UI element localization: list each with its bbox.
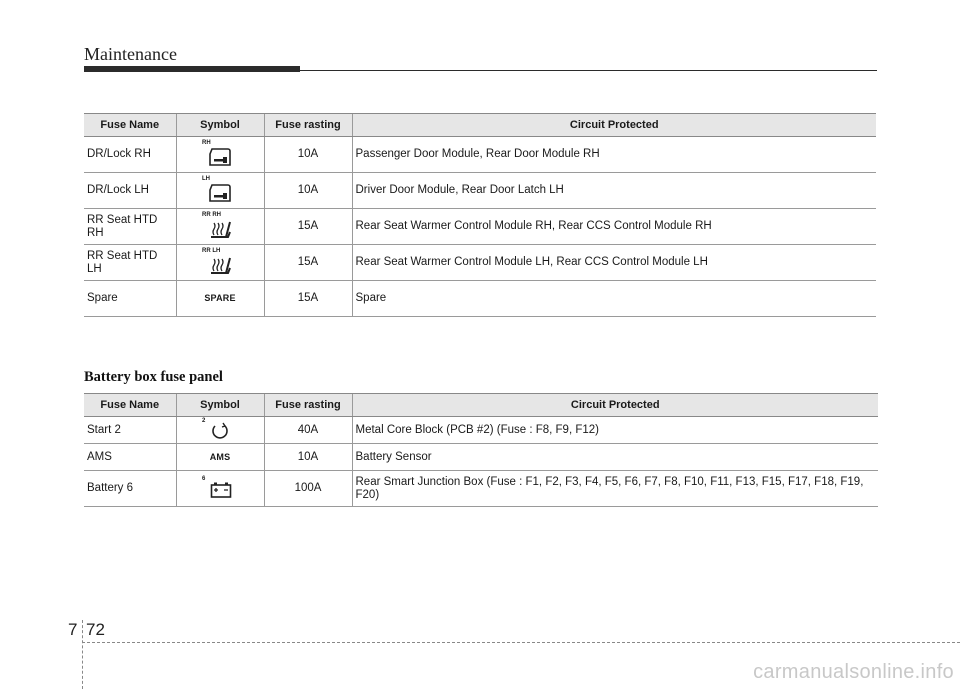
circuit-protected: Rear Seat Warmer Control Module RH, Rear CCS Control Module RH [352, 209, 876, 245]
col-header-fuse-rating: Fuse rasting [264, 114, 352, 137]
footer-divider-vertical [82, 620, 83, 689]
circuit-protected: Spare [352, 281, 876, 317]
col-header-symbol: Symbol [176, 114, 264, 137]
table-row [84, 444, 878, 471]
fuse-rating: 15A [264, 245, 352, 281]
circuit-protected: Metal Core Block (PCB #2) (Fuse : F8, F9, F12) [352, 417, 878, 444]
seat-heater-icon [208, 219, 232, 241]
header-rule-thick [84, 66, 300, 72]
col-header-circuit: Circuit Protected [352, 114, 876, 137]
door-lock-icon [208, 147, 232, 167]
door-lock-icon [208, 183, 232, 203]
fuse-symbol [176, 245, 264, 281]
symbol-tag: LH [202, 175, 210, 182]
table-row [84, 173, 876, 209]
table-row [84, 471, 878, 507]
fuse-rating: 10A [264, 444, 352, 471]
fuse-name: RR Seat HTD RH [84, 209, 176, 245]
ams-symbol-text: AMS [209, 451, 231, 462]
table-row [84, 245, 876, 281]
table-header-row [84, 114, 876, 137]
fuse-name: Start 2 [84, 417, 176, 444]
symbol-tag: 2 [202, 418, 206, 424]
col-header-fuse-rating: Fuse rasting [264, 394, 352, 417]
circuit-protected: Rear Smart Junction Box (Fuse : F1, F2, F3, F4, F5, F6, F7, F8, F10, F11, F13, F15, F17, F18, F19, F20) [352, 471, 878, 507]
fuse-symbol [176, 209, 264, 245]
fuse-name: Battery 6 [84, 471, 176, 507]
spare-symbol-text: SPARE [204, 293, 236, 303]
fuse-symbol [176, 281, 264, 317]
symbol-tag: RR RH [202, 211, 221, 218]
fuse-rating: 40A [264, 417, 352, 444]
watermark-text: carmanualsonline.info [753, 661, 954, 683]
table-row [84, 417, 878, 444]
circuit-protected: Battery Sensor [352, 444, 878, 471]
circuit-protected: Passenger Door Module, Rear Door Module RH [352, 137, 876, 173]
table-row [84, 209, 876, 245]
header-rule-thin [300, 70, 877, 71]
footer-divider-horizontal [82, 642, 960, 643]
symbol-tag: RR LH [202, 247, 221, 254]
section-title-battery-box: Battery box fuse panel [84, 369, 223, 385]
fuse-rating: 15A [264, 209, 352, 245]
fuse-rating: 10A [264, 173, 352, 209]
col-header-fuse-name: Fuse Name [84, 114, 176, 137]
table-row [84, 281, 876, 317]
battery-fuse-table [84, 393, 878, 507]
battery-icon [210, 481, 232, 499]
fuse-rating: 10A [264, 137, 352, 173]
fuse-name: DR/Lock LH [84, 173, 176, 209]
fuse-rating: 15A [264, 281, 352, 317]
page-header-title: Maintenance [84, 44, 177, 64]
circuit-protected: Rear Seat Warmer Control Module LH, Rear CCS Control Module LH [352, 245, 876, 281]
fuse-symbol [176, 173, 264, 209]
fuse-rating: 100A [264, 471, 352, 507]
fuse-name: Spare [84, 281, 176, 317]
engine-fuse-table [84, 113, 876, 317]
col-header-symbol: Symbol [176, 394, 264, 417]
circuit-protected: Driver Door Module, Rear Door Latch LH [352, 173, 876, 209]
seat-heater-icon [208, 255, 232, 277]
symbol-tag: RH [202, 139, 211, 146]
footer-chapter-number: 7 [68, 620, 78, 639]
fuse-symbol [176, 444, 264, 471]
symbol-tag: 6 [202, 475, 206, 482]
table-row [84, 137, 876, 173]
table-header-row [84, 394, 878, 417]
fuse-symbol [176, 471, 264, 507]
fuse-name: RR Seat HTD LH [84, 245, 176, 281]
fuse-symbol [176, 417, 264, 444]
col-header-fuse-name: Fuse Name [84, 394, 176, 417]
starter-icon [210, 422, 232, 440]
col-header-circuit: Circuit Protected [352, 394, 878, 417]
fuse-symbol [176, 137, 264, 173]
fuse-name: DR/Lock RH [84, 137, 176, 173]
footer-page-number: 72 [86, 620, 105, 639]
fuse-name: AMS [84, 444, 176, 471]
